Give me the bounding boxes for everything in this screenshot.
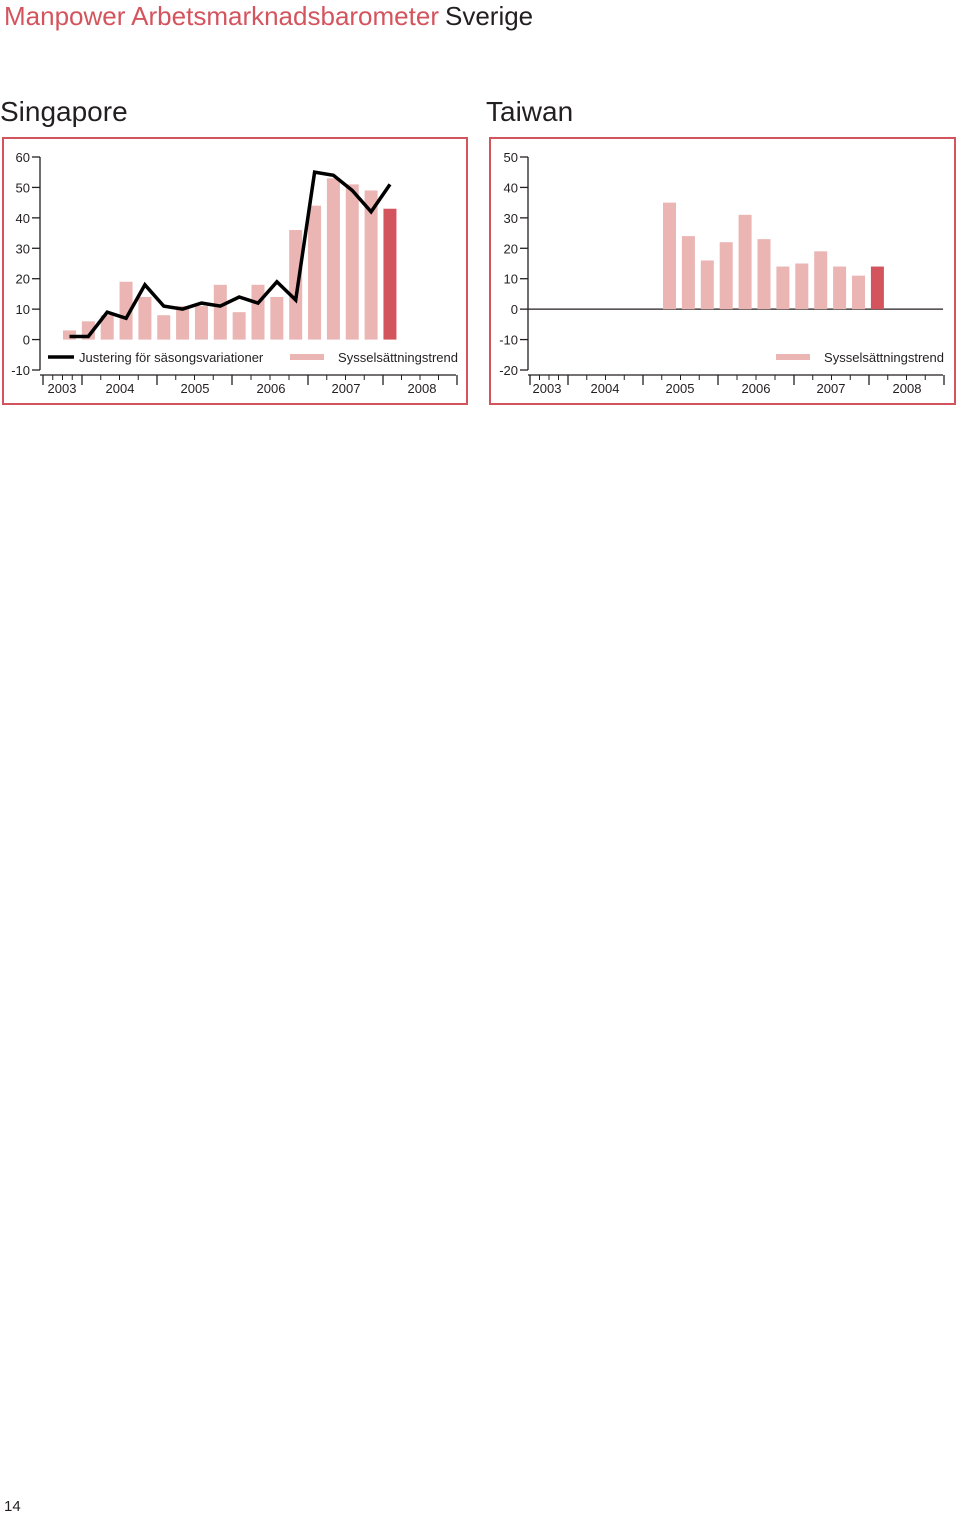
bar <box>776 267 789 310</box>
chart-taiwan <box>491 139 954 403</box>
bar <box>701 260 714 309</box>
chart-singapore-frame <box>2 137 468 405</box>
bar <box>157 315 170 339</box>
x-tick-label: 2008 <box>892 381 922 396</box>
legend-line-label: Justering för säsongsvariationer <box>79 350 264 365</box>
legend-bar-swatch <box>776 354 810 360</box>
bar <box>871 267 884 310</box>
y-tick-label: 50 <box>503 150 518 165</box>
bar <box>233 312 246 339</box>
y-tick-label: 10 <box>15 302 30 318</box>
y-tick-label: 10 <box>503 271 518 287</box>
x-tick-label: 2006 <box>256 381 286 396</box>
chart-taiwan-frame <box>489 137 956 405</box>
chart-singapore <box>4 139 466 403</box>
page-header <box>4 0 533 32</box>
bar <box>214 285 227 340</box>
y-tick-label: 20 <box>503 241 518 257</box>
bar <box>346 184 359 339</box>
seasonal-adjusted-line <box>70 172 391 336</box>
bar <box>176 306 189 339</box>
y-tick-label: 0 <box>510 302 518 318</box>
bar <box>289 230 302 340</box>
bar <box>795 264 808 310</box>
country-title: Sverige <box>444 1 534 31</box>
chart-title-singapore: Singapore <box>0 96 128 127</box>
bar <box>252 285 265 340</box>
x-tick-label: 2004 <box>105 381 135 396</box>
y-tick-label: -10 <box>499 332 518 348</box>
y-tick-label: 0 <box>22 332 30 348</box>
x-tick-label: 2008 <box>407 381 437 396</box>
y-tick-label: 40 <box>503 180 518 196</box>
y-tick-label: 50 <box>15 180 30 196</box>
x-tick-label: 2004 <box>590 381 620 396</box>
x-tick-label: 2003 <box>532 381 562 396</box>
y-tick-label: -10 <box>11 363 30 378</box>
bar <box>682 236 695 309</box>
y-tick-label: 20 <box>15 271 30 287</box>
legend-bar-label: Sysselsättningstrend <box>824 350 944 365</box>
bar <box>663 203 676 310</box>
bar <box>383 209 396 340</box>
x-tick-label: 2005 <box>180 381 210 396</box>
x-tick-label: 2005 <box>665 381 695 396</box>
y-tick-label: 60 <box>15 150 30 165</box>
bar <box>852 276 865 309</box>
bar <box>308 206 321 340</box>
y-tick-label: 30 <box>503 210 518 226</box>
x-tick-label: 2003 <box>47 381 77 396</box>
x-tick-label: 2007 <box>331 381 361 396</box>
brand-title: Manpower Arbetsmarknadsbarometer <box>4 1 439 31</box>
x-tick-label: 2007 <box>816 381 846 396</box>
bar <box>327 178 340 339</box>
bar <box>720 242 733 309</box>
page-number: 14 <box>4 1498 21 1515</box>
bar <box>833 267 846 310</box>
y-tick-label: -20 <box>499 363 518 378</box>
y-tick-label: 30 <box>15 241 30 257</box>
bar <box>270 297 283 340</box>
bar <box>814 251 827 309</box>
x-tick-label: 2006 <box>741 381 771 396</box>
bar <box>138 297 151 340</box>
y-tick-label: 40 <box>15 210 30 226</box>
legend-bar-swatch <box>290 354 324 360</box>
bar <box>758 239 771 309</box>
legend-bar-label: Sysselsättningstrend <box>338 350 458 365</box>
bar <box>739 215 752 309</box>
bar <box>195 306 208 339</box>
chart-title-taiwan: Taiwan <box>486 96 574 127</box>
